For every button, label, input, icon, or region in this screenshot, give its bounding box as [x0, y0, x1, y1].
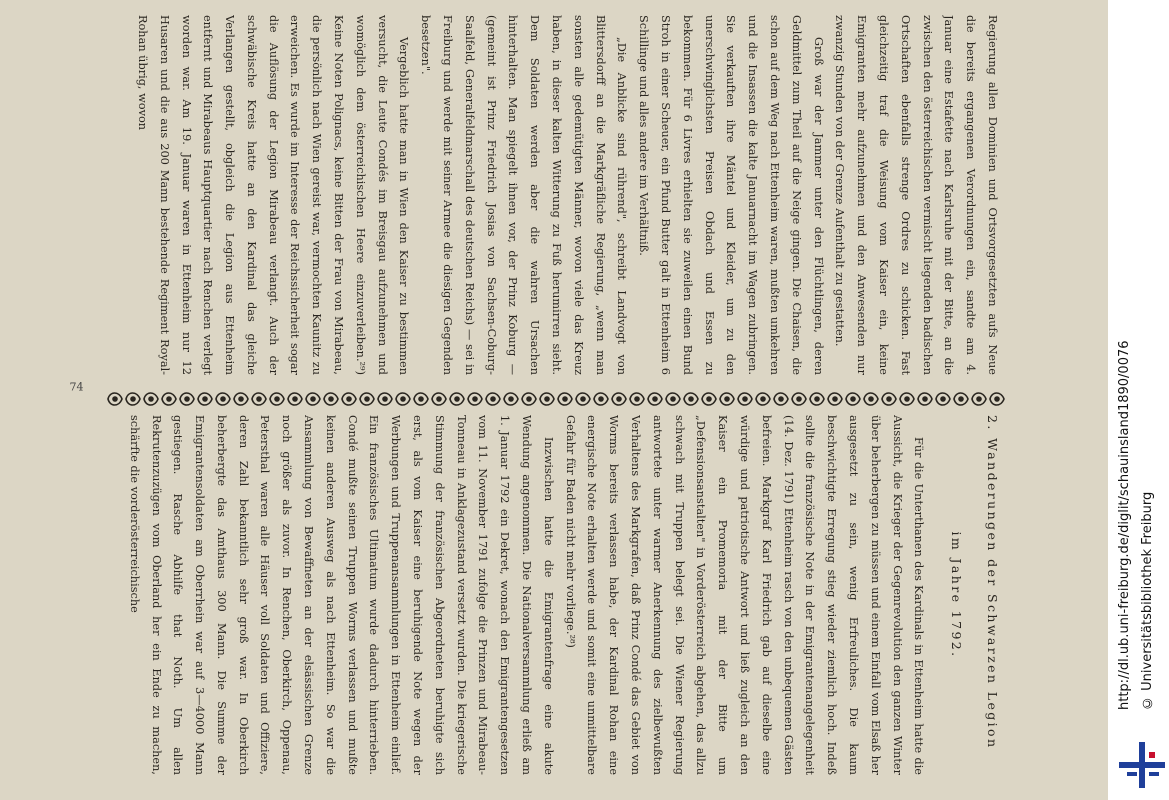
ornament-dot — [545, 397, 549, 401]
ornament-dot — [689, 397, 693, 401]
ornament-dot — [725, 397, 729, 401]
library-logo-icon — [1119, 742, 1165, 788]
ornament-dot — [167, 397, 171, 401]
ornament-dot — [311, 397, 315, 401]
copyright-notice: © Universitätsbibliothek Freiburg — [1140, 491, 1155, 710]
ornament-dot — [365, 397, 369, 401]
paragraph: Für die Unterthanen des Kardinals in Ettenheim hatte die Aussicht, die Krieger der Gegenrevolution den ganzen Winter über beherbergen zu müssen und einem Einfall vom Elsaß her ausgesetzt zu sein, wenig Erfreuliches. Die kaum beschwichtigte Erregung stieg wieder ziemlich hoch. Indeß sollte die französische Note in der Emigrantenangelegenheit (14. Dez. 1791) Ettenheim rasch von den unbequemen Gästen befreien. Markgraf Karl Friedrich gab auf dieselbe eine würdige und patriotische Antwort und ließ zugleich an den Kaiser ein Promemoria mit der Bitte um „Defensionsanstalten" in Vorderösterreich abgehen, das allzu schwach mit Truppen belegt sei. Die Wiener Regierung antwortete unter warmer Anerkennung des zielbewußten Verhaltens des Markgrafen, daß Prinz Condé das Gebiet von Worms bereits verlassen habe, der Kardinal Rohan eine energische Note erhalten werde und somit eine unmittelbare Gefahr für Baden nicht mehr vorliege.²⁸) — [563, 415, 926, 775]
ornament-dot — [203, 397, 207, 401]
ornament-dot — [977, 397, 981, 401]
ornament-dot — [293, 397, 297, 401]
paragraph: Vergeblich hatte man in Wien den Kaiser zu bestimmen versucht, die Leute Condés im Breisgau aufzunehmen und womöglich dem österreichischen Heere einzuverleiben.²⁹) Keine Noten Polignacs, keine Bitten der Frau von Mirabeau, die persönlich nach Wien gereist war, vermochten Kaunitz zu erweichen. Es wurde im Interesse der Reichssicherheit sogar die Auflösung der Legion Mirabeau verlangt. Auch der schwäbische Kreis hatte an den Kardinal das gleiche Verlangen gestellt, obgleich die Legion aus Ettenheim entfernt und Mirabeaus Hauptquartier nach Renchen verlegt worden war. Am 19. Januar waren in Ettenheim nur 12 Husaren und die aus 200 Mann bestehende Regiment Royal-Rohan übrig, wovon — [135, 15, 411, 375]
ornament-dot — [329, 397, 333, 401]
decorative-ornament-border — [103, 390, 1008, 408]
ornament-dot — [149, 397, 153, 401]
ornament-dot — [221, 397, 225, 401]
ornament-dot — [383, 397, 387, 401]
ornament-dot — [131, 397, 135, 401]
ornament-dot — [635, 397, 639, 401]
source-url[interactable]: http://dl.ub.uni-freiburg.de/diglit/schauinsland1890/0076 — [1117, 340, 1132, 710]
ornament-dot — [563, 397, 567, 401]
ornament-dot — [581, 397, 585, 401]
ornament-dot — [617, 397, 621, 401]
ornament-dot — [239, 397, 243, 401]
ornament-dot — [743, 397, 747, 401]
ornament-dot — [671, 397, 675, 401]
paragraph: Groß war der Jammer unter den Flüchtlingen, deren Geldmittel zum Theil auf die Neige gingen. Die Chaisen, die schon auf dem Weg nach Ettenheim waren, mußten umkehren und die Insassen die kalte Januarnacht im Wagen zubringen. Sie verkauften ihre Mäntel und Kleider, um zu den unerschwinglichsten Preisen Obdach und Essen zu bekommen. Für 6 Livres erhielten sie zuweilen einen Bund Stroh in einer Scheuer, ein Pfund Butter galt in Ettenheim 6 Schillinge und alles andere im Verhältniß. — [637, 15, 825, 375]
ornament-dot — [275, 397, 279, 401]
ornament-dot — [707, 397, 711, 401]
ornament-dot — [797, 397, 801, 401]
ornament-dot — [257, 397, 261, 401]
paragraph: „Die Anblicke sind rührend", schreibt Landvogt von Blittersdorff an die Markgräfliche Regierung, „wenn man sonsten alle gedemütigten Männer, wovon viele das Kreuz haben, in dieser kalten Witterung zu Fuß herumirren sieht. Dem Soldaten werden aber die wahren Ursachen hinterhalten. Man spiegelt ihnen vor, der Prinz Koburg — (gemeint ist Prinz Friedrich Josias von Sachsen-Coburg-Saalfeld, Generalfeldmarschall des deutschen Reichs) — sei in Freiburg und werde mit seiner Armee die diesigen Gegenden besetzen". — [419, 15, 629, 375]
ornament-dot — [473, 397, 477, 401]
ornament-dot — [455, 397, 459, 401]
section-heading: 2. Wanderungen der Schwarzen Legion — [985, 415, 1000, 750]
ornament-dot — [779, 397, 783, 401]
ornament-dot — [185, 397, 189, 401]
ornament-dot — [113, 397, 117, 401]
section-heading-year: im Jahre 1792. — [949, 531, 965, 659]
ornament-dot — [527, 397, 531, 401]
ornament-dot — [347, 397, 351, 401]
ornament-dot — [941, 397, 945, 401]
ornament-dot — [509, 397, 513, 401]
ornament-dot — [491, 397, 495, 401]
ornament-dot — [869, 397, 873, 401]
ornament-dot — [401, 397, 405, 401]
ornament-dot — [851, 397, 855, 401]
ornament-dot — [437, 397, 441, 401]
ornament-dot — [995, 397, 999, 401]
ornament-dot — [959, 397, 963, 401]
left-text-column — [43, 415, 1003, 775]
ornament-dot — [599, 397, 603, 401]
ornament-dot — [761, 397, 765, 401]
right-text-column — [43, 15, 1003, 375]
ornament-dot — [653, 397, 657, 401]
paragraph: Regierung allen Dominien und Ortsvorgesetzten aufs Neue die bereits ergangenen Verordnungen ein, sandte am 4. Januar eine Estafette nach Karlsruhe mit der Bitte, an die zwischen den österreichischen vermischt liegenden badischen Ortschaften ebenfalls strenge Ordres zu schicken. Fast gleichzeitig traf die Weisung vom Kaiser ein, keine Emigranten mehr aufzunehmen und den Anwesenden nur zwanzig Stunden von der Grenze Aufenthalt zu gestatten. — [833, 15, 999, 375]
ornament-dot — [419, 397, 423, 401]
ornament-dot — [905, 397, 909, 401]
ornament-dot — [923, 397, 927, 401]
ornament-dot — [887, 397, 891, 401]
ornament-dot — [833, 397, 837, 401]
paragraph: Inzwischen hatte die Emigrantenfrage eine akute Wendung angenommen. Die Nationalversammlung erließ am 1. Januar 1792 ein Dekret, wonach den Emigrantengesetzen vom 11. November 1791 zufolge die Prinzen und Mirabeau-Tonneau in Anklagezustand versetzt wurden. Die kriegerische Stimmung der französischen Abgeordneten beruhigte sich erst, als vom Kaiser eine beruhigende Note wegen der Werbungen und Truppenansammlungen in Ettenheim einlief. Ein französisches Ultimatum wurde dadurch hinterrieben. Condé mußte seinen Truppen Worms verlassen und mußte keinen anderen Ausweg als nach Ettenheim. So war die Ansammlung von Bewaffneten an der elsässischen Grenze noch größer als zuvor. In Renchen, Oberkirch, Oppenau, Petersthal waren alle Häuser voll Soldaten und Offiziere, deren Zahl bekanntlich sehr groß war. In Oberkirch beherbergte das Amthaus 300 Mann. Die Summe der Emigrantensoldaten am Oberrhein war auf 3—4000 Mann gestiegen. Rasche Abhilfe that Noth. Um allen Rekrutenzuzügen vom Oberland her ein Ende zu machen, schärfte die vorderösterreichische — [127, 415, 555, 775]
page-number: 74 — [69, 380, 84, 394]
ornament-dot — [815, 397, 819, 401]
